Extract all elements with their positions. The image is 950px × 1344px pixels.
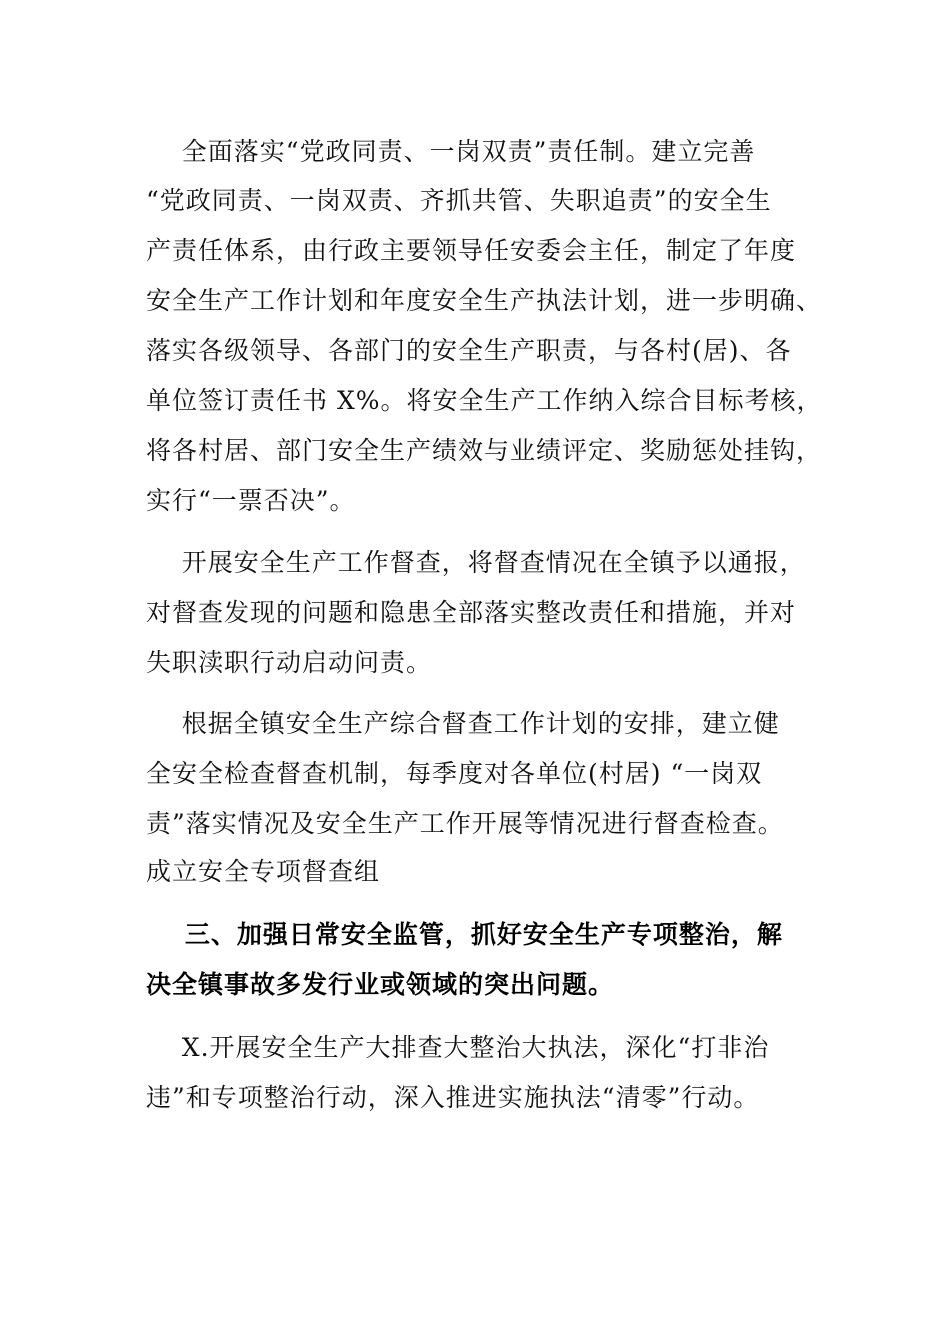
text-line: 全安全检查督查机制，每季度对各单位(村居) “一岗双 <box>146 759 763 788</box>
text-line: 产责任体系，由行政主要领导任安委会主任，制定了年度 <box>146 236 797 265</box>
text-line: 违”和专项整治行动，深入推进实施执法“清零”行动。 <box>146 1083 760 1112</box>
text-line: “党政同责、一岗双责、齐抓共管、失职追责”的安全生 <box>146 186 772 215</box>
text-line: 根据全镇安全生产综合督查工作计划的安排，建立健 <box>146 709 780 738</box>
text-line: 责”落实情况及安全生产工作开展等情况进行督查检查。 <box>146 809 784 838</box>
text-line: 成立安全专项督查组 <box>146 857 381 886</box>
text-line: 落实各级领导、各部门的安全生产职责，与各村(居)、各 <box>146 336 792 365</box>
text-line: 失职渎职行动启动问责。 <box>146 648 433 677</box>
text-line: 全面落实“党政同责、一岗双责”责任制。建立完善 <box>146 137 756 166</box>
text-line: 安全生产工作计划和年度安全生产执法计划，进一步明确、 <box>146 286 823 315</box>
text-line: 将各村居、部门安全生产绩效与业绩评定、奖励惩处挂钩， <box>146 436 823 465</box>
text-line: 实行“一票否决”。 <box>146 486 356 515</box>
text-line: X.开展安全生产大排查大整治大执法，深化“打非治 <box>146 1033 770 1062</box>
section-heading: 决全镇事故多发行业或领域的突出问题。 <box>146 970 615 999</box>
text-line: 单位签订责任书 X%。将安全生产工作纳入综合目标考核， <box>146 386 823 415</box>
text-line: 开展安全生产工作督查，将督查情况在全镇予以通报， <box>146 548 806 577</box>
section-heading: 三、加强日常安全监管，抓好安全生产专项整治，解 <box>146 920 783 949</box>
text-line: 对督查发现的问题和隐患全部落实整改责任和措施，并对 <box>146 598 797 627</box>
